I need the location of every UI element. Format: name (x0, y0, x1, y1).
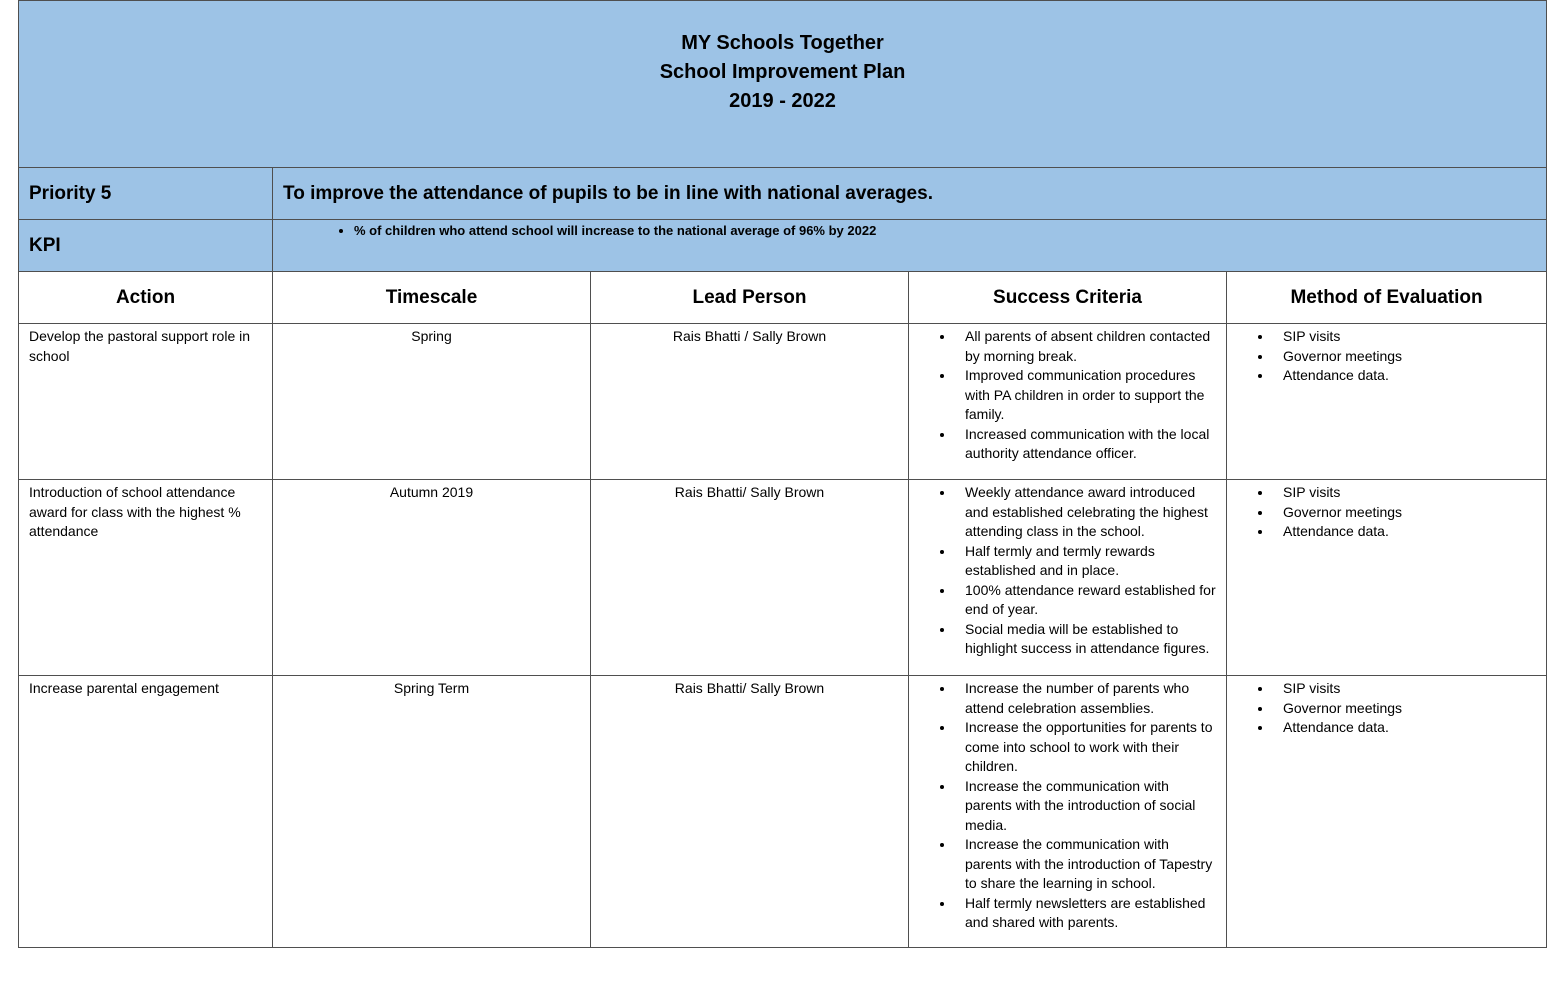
list-item: • All parents of absent children contacted by morning break. (955, 327, 1216, 366)
success-criteria-cell (909, 324, 1227, 480)
lead-person-cell: Rais Bhatti / Sally Brown (591, 324, 909, 480)
action-cell: Develop the pastoral support role in school (19, 324, 273, 480)
col-header-method-of-evaluation: Method of Evaluation (1227, 272, 1547, 324)
evaluation-list (1237, 483, 1536, 542)
list-item: • Weekly attendance award introduced and established celebrating the highest attending class in the school. (955, 483, 1216, 542)
action-cell: Introduction of school attendance award for class with the highest % attendance (19, 480, 273, 676)
table-row (19, 676, 1547, 948)
col-header-lead-person: Lead Person (591, 272, 909, 324)
plan-years: 2019 - 2022 (729, 90, 836, 112)
list-item: • SIP visits (1273, 327, 1536, 347)
list-item: • Governor meetings (1273, 699, 1536, 719)
list-item: • Governor meetings (1273, 347, 1536, 367)
list-item: • Attendance data. (1273, 522, 1536, 542)
col-header-timescale: Timescale (273, 272, 591, 324)
action-cell: Increase parental engagement (19, 676, 273, 948)
improvement-plan-document (18, 0, 1546, 948)
list-item: • 100% attendance reward established for end of year. (955, 581, 1216, 620)
list-item: • Increase the communication with parents with the introduction of Tapestry to share the learning in school. (955, 835, 1216, 894)
title-cell (19, 1, 1547, 168)
list-item: • Increase the communication with parents with the introduction of social media. (955, 777, 1216, 836)
evaluation-list (1237, 327, 1536, 386)
list-item: • Increased communication with the local authority attendance officer. (955, 425, 1216, 464)
title-row (19, 1, 1547, 168)
timescale-cell: Spring (273, 324, 591, 480)
timescale-cell: Spring Term (273, 676, 591, 948)
list-item: • Attendance data. (1273, 366, 1536, 386)
success-criteria-cell (909, 676, 1227, 948)
criteria-list (919, 327, 1216, 464)
priority-label: Priority 5 (19, 168, 273, 220)
lead-person-cell: Rais Bhatti/ Sally Brown (591, 480, 909, 676)
kpi-list (273, 222, 1546, 240)
plan-title: School Improvement Plan (659, 61, 906, 83)
kpi-row (19, 220, 1547, 272)
table-row (19, 480, 1547, 676)
lead-person-cell: Rais Bhatti/ Sally Brown (591, 676, 909, 948)
list-item: • Governor meetings (1273, 503, 1536, 523)
success-criteria-cell (909, 480, 1227, 676)
list-item: • Improved communication procedures with PA children in order to support the family. (955, 366, 1216, 425)
col-header-success-criteria: Success Criteria (909, 272, 1227, 324)
list-item: • Half termly newsletters are established and shared with parents. (955, 894, 1216, 933)
list-item: • SIP visits (1273, 679, 1536, 699)
plan-table (18, 0, 1547, 948)
list-item: • Half termly and termly rewards established and in place. (955, 542, 1216, 581)
column-header-row (19, 272, 1547, 324)
criteria-list (919, 679, 1216, 933)
evaluation-cell (1227, 676, 1547, 948)
list-item: • Attendance data. (1273, 718, 1536, 738)
priority-text: To improve the attendance of pupils to be in line with national averages. (273, 168, 1547, 220)
table-row (19, 324, 1547, 480)
school-name: MY Schools Together (681, 32, 884, 54)
list-item: • Increase the opportunities for parents to come into school to work with their children. (955, 718, 1216, 777)
evaluation-cell (1227, 324, 1547, 480)
evaluation-list (1237, 679, 1536, 738)
list-item: • Social media will be established to highlight success in attendance figures. (955, 620, 1216, 659)
kpi-item: • % of children who attend school will increase to the national average of 96% by 2022 (354, 222, 1546, 240)
kpi-text (273, 220, 1547, 272)
timescale-cell: Autumn 2019 (273, 480, 591, 676)
col-header-action: Action (19, 272, 273, 324)
list-item: • SIP visits (1273, 483, 1536, 503)
kpi-label: KPI (19, 220, 273, 272)
evaluation-cell (1227, 480, 1547, 676)
priority-row (19, 168, 1547, 220)
list-item: • Increase the number of parents who attend celebration assemblies. (955, 679, 1216, 718)
criteria-list (919, 483, 1216, 659)
